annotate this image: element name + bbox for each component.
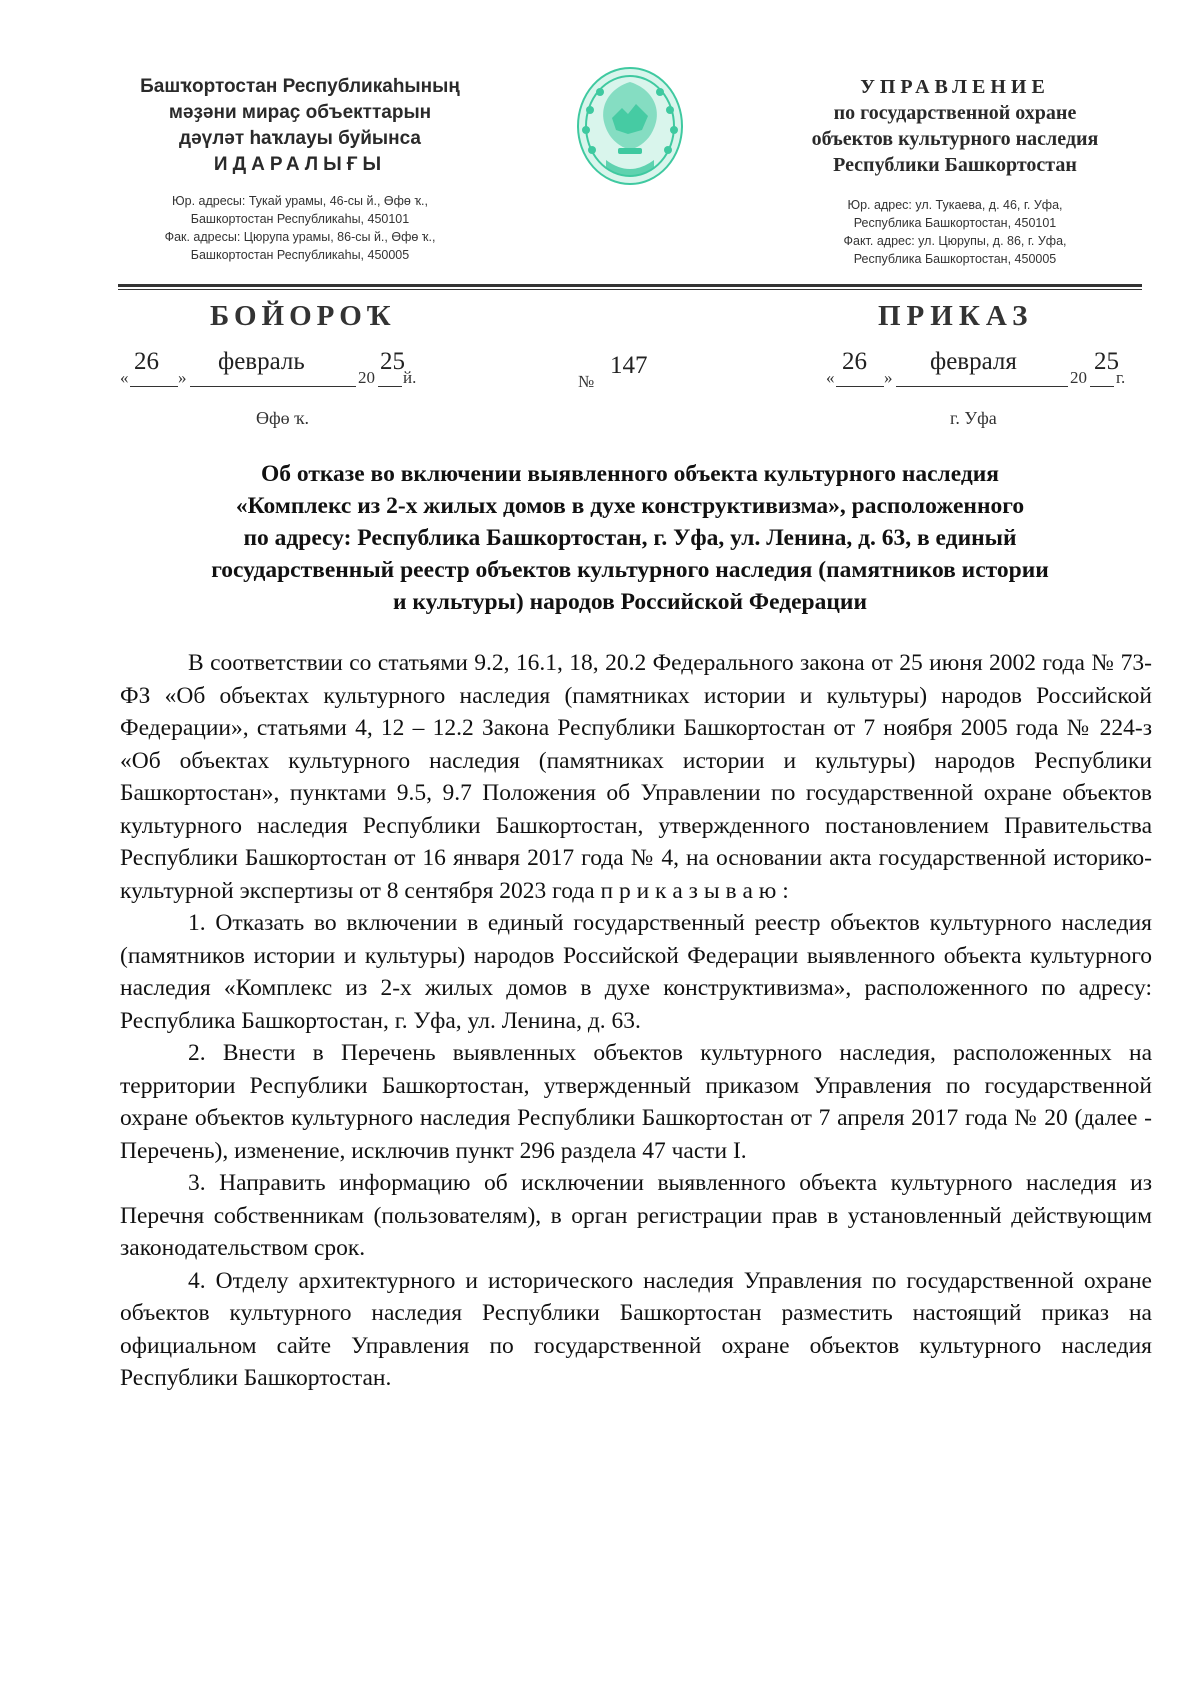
body-preamble: В соответствии со статьями 9.2, 16.1, 18, 20.2 Федерального закона от 25 июня 2002 года № 73-ФЗ «Об объектах культурного наследия (памятниках истории и культуры) народов Российской Федерации», статьями 4, 12 – 12.2 Закона Республики Башкортостан от 7 ноября 2005 года № 224-з «Об объектах культурного наследия (памятниках истории и культуры) народов Республики Башкортостан», пунктами 9.5, 9.7 Положения об Управлении по государственной охране объектов культурного наследия Республики Башкортостан, утвержденного постановлением Правительства Республики Башкортостан от 16 января 2017 года № 4, на основании акта государственной историко-культурной экспертизы от 8 сентября 2023 года п р и к а з ы в а ю : (120, 650, 1152, 904)
header-left-line4: ИДАРАЛЫҒЫ (213, 154, 387, 175)
header-right-addr1: Юр. адрес: ул. Тукаева, д. 46, г. Уфа, (847, 198, 1063, 212)
title-line4: государственный реестр объектов культурного наследия (памятников истории (211, 557, 1049, 583)
order-number-sign: № (578, 372, 595, 391)
date-left-year: 25 (380, 348, 405, 375)
date-left-quote-close: » (178, 368, 187, 387)
header-left (110, 74, 490, 264)
date-left-quote-open: « (120, 368, 129, 387)
header-left-line3: дәүләт һаҡлауы буйынса (179, 128, 421, 149)
header-right (780, 74, 1130, 268)
date-right-year-prefix: 20 (1070, 368, 1087, 387)
header-left-addr4: Башкортостан Республикаһы, 450005 (190, 248, 410, 262)
document-body (120, 647, 1152, 1395)
header-right-addr2: Республика Башкортостан, 450101 (853, 216, 1057, 230)
city-ru: г. Уфа (950, 408, 997, 428)
date-left-day: 26 (134, 348, 159, 375)
header-right-line1: УПРАВЛЕНИЕ (860, 76, 1050, 98)
title-line3: по адресу: Республика Башкортостан, г. Уфа, ул. Ленина, д. 63, в единый (243, 525, 1017, 551)
header-right-line2: по государственной охране (833, 102, 1077, 124)
header-left-line2: мәҙәни мираҫ объекттарын (168, 102, 432, 123)
date-right-year-suffix: г. (1116, 368, 1126, 387)
header-left-line1: Башҡортостан Республикаһының (140, 76, 460, 97)
header-separator (118, 284, 1142, 287)
header-right-addr4: Республика Башкортостан, 450005 (853, 252, 1057, 266)
header-separator-thin (118, 289, 1142, 290)
date-right-month: февраля (930, 348, 1017, 375)
city-ba: Өфө ҡ. (256, 408, 309, 428)
body-item-1: 1. Отказать во включении в единый государственный реестр объектов культурного наследия (памятников истории и культуры) народов Российской Федерации выявленного объекта культурного наследия «Комплекс из 2-х жилых домов в духе конструктивизма», расположенного по адресу: Республика Башкортостан, г. Уфа, ул. Ленина, д. 63. (120, 910, 1152, 1034)
title-line2: «Комплекс из 2-х жилых домов в духе конструктивизма», расположенного (235, 493, 1025, 519)
body-item-3: 3. Направить информацию об исключении выявленного объекта культурного наследия из Перечня собственникам (пользователям), в орган регистрации прав в установленный действующим законодательством срок. (120, 1170, 1152, 1261)
body-item-4: 4. Отделу архитектурного и исторического наследия Управления по государственной охране объектов культурного наследия Республики Башкортостан разместить настоящий приказ на официальном сайте Управления по государственной охране объектов культурного наследия Республики Башкортостан. (120, 1267, 1152, 1391)
order-heading-ru: ПРИКАЗ (878, 300, 1034, 332)
header-left-addr2: Башкортостан Республикаһы, 450101 (190, 212, 410, 226)
title-line1: Об отказе во включении выявленного объекта культурного наследия (260, 461, 1000, 487)
order-number: 147 (610, 352, 648, 379)
date-right-quote-close: » (884, 368, 893, 387)
date-left-year-prefix: 20 (358, 368, 375, 387)
order-heading-ba: БОЙОРОҠ (210, 300, 396, 332)
date-right-day: 26 (842, 348, 867, 375)
header-left-addr3: Фак. адресы: Цюрупа урамы, 86-сы й., Өфө ҡ., (164, 230, 436, 244)
document-title (140, 458, 1120, 618)
header-left-addr1: Юр. адресы: Тукай урамы, 46-сы й., Өфө ҡ., (172, 194, 428, 208)
date-right-quote-open: « (826, 368, 835, 387)
header-right-addr3: Факт. адрес: ул. Цюрупы, д. 86, г. Уфа, (843, 234, 1067, 248)
date-right-year: 25 (1094, 348, 1119, 375)
body-item-2: 2. Внести в Перечень выявленных объектов культурного наследия, расположенных на территории Республики Башкортостан, утвержденный приказом Управления по государственной охране объектов культурного наследия Республики Башкортостан от 7 апреля 2017 года № 20 (далее - Перечень), изменение, исключив пункт 296 раздела 47 части I. (120, 1040, 1152, 1164)
header-right-line3: объектов культурного наследия (811, 128, 1099, 150)
date-left-year-suffix: й. (403, 368, 417, 387)
header-right-line4: Республики Башкортостан (833, 154, 1077, 176)
date-left-month: февраль (218, 348, 305, 375)
bashkortostan-emblem-icon (570, 60, 690, 190)
title-line5: и культуры) народов Российской Федерации (392, 589, 867, 615)
